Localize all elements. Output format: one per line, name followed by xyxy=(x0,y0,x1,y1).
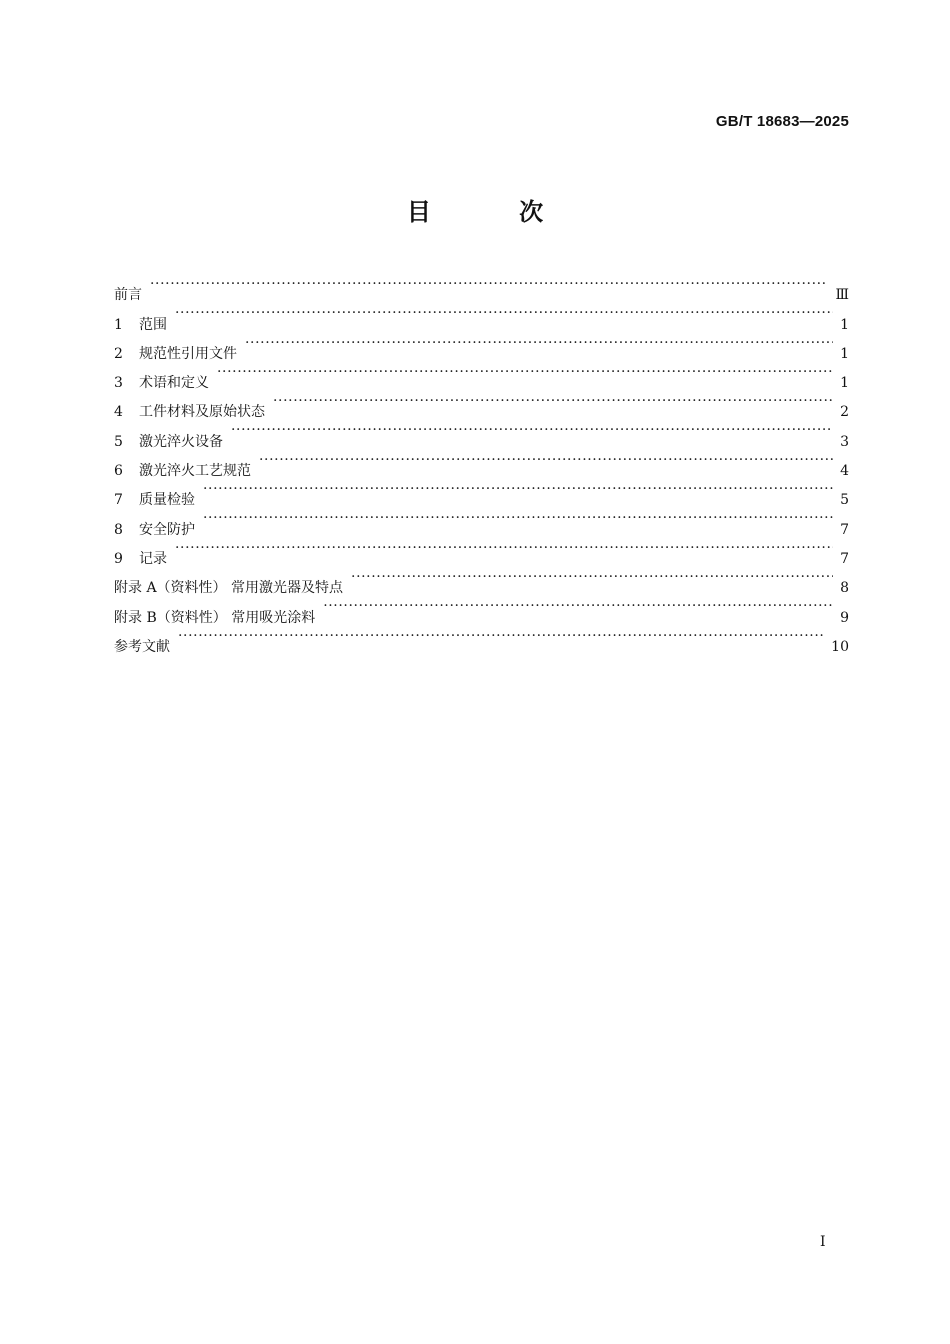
toc-entry-label: 质量检验 xyxy=(139,492,195,509)
toc-entry-scope[interactable] xyxy=(114,299,849,333)
toc-entry-normative-references[interactable] xyxy=(114,329,849,362)
toc-entry-number: 7 xyxy=(114,492,123,509)
toc-entry-page: 10 xyxy=(831,638,849,655)
toc-entry-safety-protection[interactable] xyxy=(114,504,849,538)
toc-entry-label: 附录 A（资料性） 常用激光器及特点 xyxy=(114,580,344,597)
toc-entry-number: 6 xyxy=(114,463,123,480)
toc-entry-label: 工件材料及原始状态 xyxy=(139,404,265,421)
toc-entry-foreword[interactable] xyxy=(114,270,849,304)
toc-entry-label: 前言 xyxy=(114,287,142,304)
toc-entry-number: 1 xyxy=(114,316,123,333)
toc-entry-label: 术语和定义 xyxy=(139,375,209,392)
toc-entry-process-specification[interactable] xyxy=(114,446,849,480)
toc-entry-page: 7 xyxy=(840,521,849,538)
toc-entry-label: 记录 xyxy=(139,550,167,567)
toc-entry-workpiece-material[interactable] xyxy=(114,387,849,421)
toc-dot-leader xyxy=(245,329,833,358)
standard-code: GB/T 18683—2025 xyxy=(715,113,849,130)
toc-entry-label: 规范性引用文件 xyxy=(139,345,237,362)
toc-entry-number: 8 xyxy=(114,521,123,538)
toc-dot-leader xyxy=(150,270,828,299)
toc-entry-page: 7 xyxy=(840,550,849,567)
toc-dot-leader xyxy=(203,504,833,533)
page-number: I xyxy=(820,1234,826,1250)
toc-entry-label: 参考文献 xyxy=(114,638,170,655)
toc-entry-page: 1 xyxy=(840,345,849,362)
toc-dot-leader xyxy=(175,299,833,328)
toc-entry-number: 2 xyxy=(114,345,123,362)
toc-entry-number: 4 xyxy=(114,404,123,421)
toc-entry-page: 1 xyxy=(840,316,849,333)
toc-dot-leader xyxy=(231,416,833,445)
toc-entry-label: 激光淬火设备 xyxy=(139,433,223,450)
toc-dot-leader xyxy=(178,622,824,651)
table-of-contents xyxy=(114,270,849,655)
toc-entry-label: 激光淬火工艺规范 xyxy=(139,463,251,480)
page-title: 目 次 xyxy=(406,198,584,226)
toc-dot-leader xyxy=(351,563,833,592)
toc-dot-leader xyxy=(259,446,833,475)
toc-entry-page: 4 xyxy=(840,463,849,480)
toc-entry-records[interactable] xyxy=(114,534,849,567)
toc-dot-leader xyxy=(217,358,833,387)
toc-dot-leader xyxy=(175,534,833,563)
toc-entry-page: 8 xyxy=(840,580,849,597)
toc-entry-label: 范围 xyxy=(139,316,167,333)
toc-entry-label: 附录 B（资料性） 常用吸光涂料 xyxy=(114,609,316,626)
toc-entry-page: 5 xyxy=(840,492,849,509)
toc-entry-appendix-a[interactable] xyxy=(114,563,849,597)
toc-entry-number: 9 xyxy=(114,550,123,567)
toc-entry-page: 1 xyxy=(840,375,849,392)
toc-dot-leader xyxy=(273,387,833,416)
toc-entry-page: 2 xyxy=(840,404,849,421)
toc-entry-page: 3 xyxy=(840,433,849,450)
toc-entry-page: 9 xyxy=(840,609,849,626)
toc-entry-page: Ⅲ xyxy=(835,287,849,304)
toc-entry-terms-definitions[interactable] xyxy=(114,358,849,392)
toc-dot-leader xyxy=(203,475,833,504)
toc-entry-quality-inspection[interactable] xyxy=(114,475,849,509)
toc-entry-bibliography[interactable] xyxy=(114,622,849,655)
toc-entry-label: 安全防护 xyxy=(139,521,195,538)
toc-dot-leader xyxy=(323,592,833,621)
toc-entry-number: 3 xyxy=(114,375,123,392)
toc-entry-number: 5 xyxy=(114,433,123,450)
